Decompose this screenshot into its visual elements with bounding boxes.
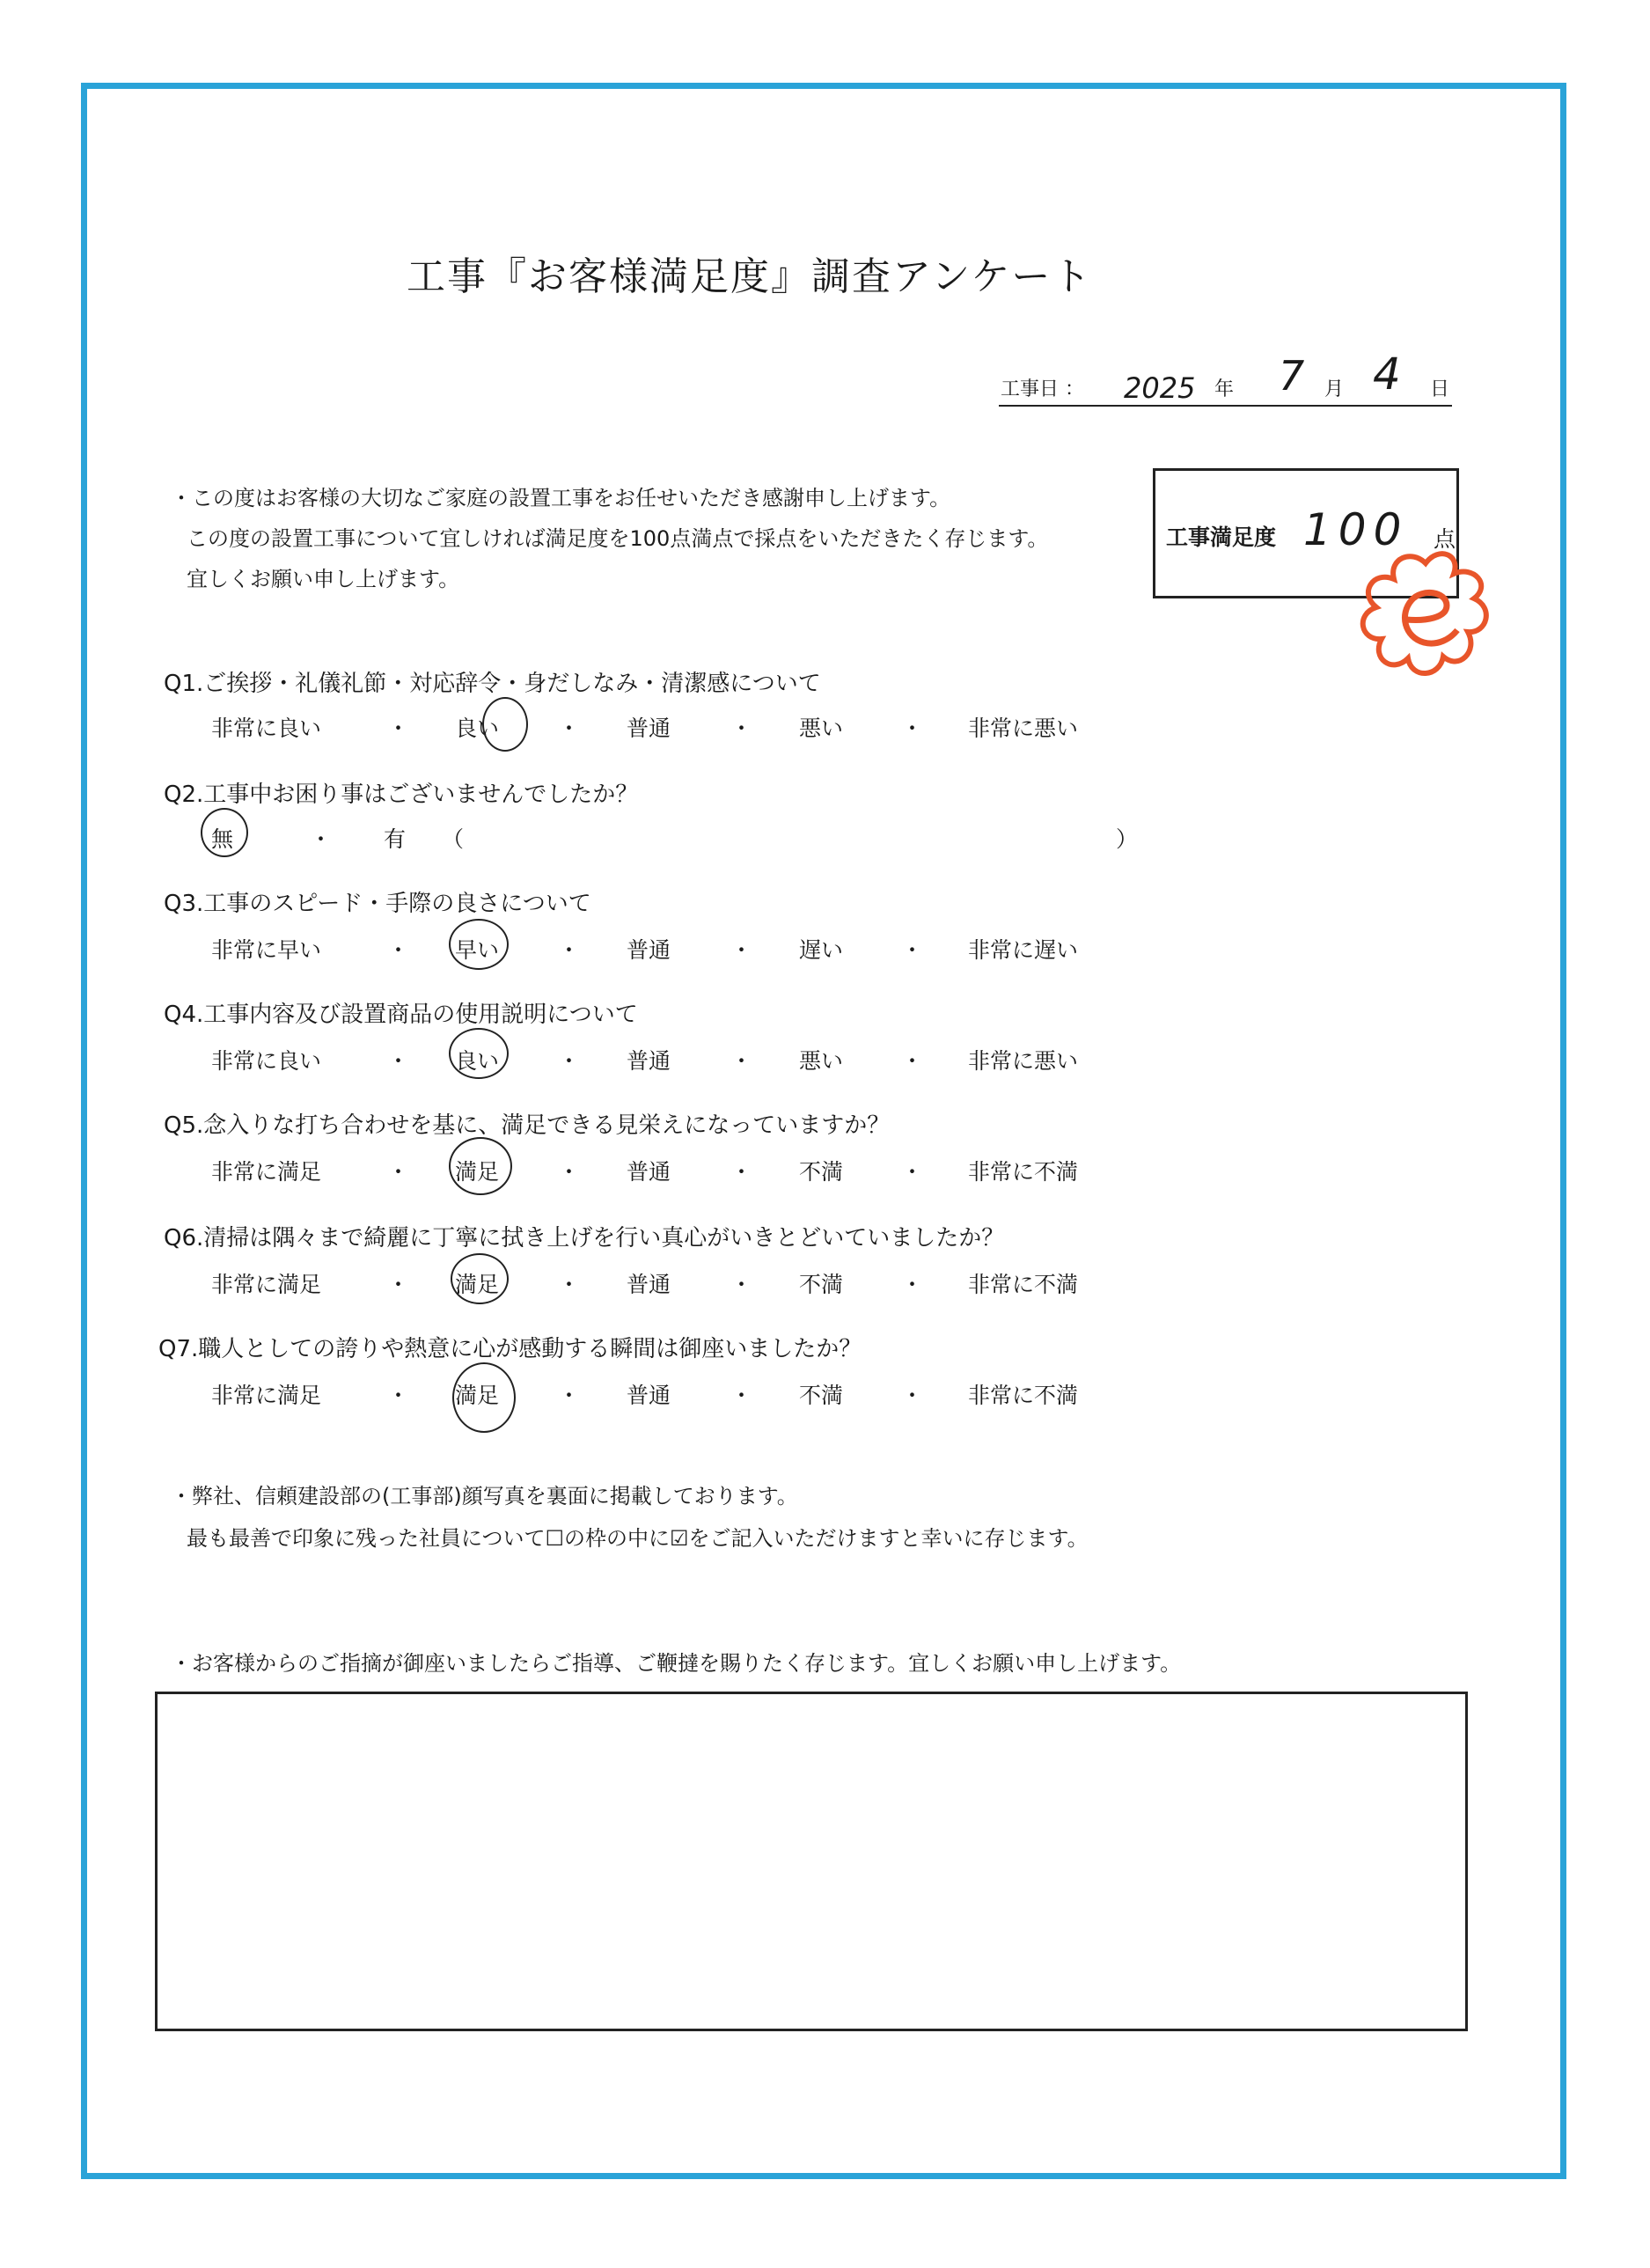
q2-paren-open: （	[442, 826, 465, 852]
q6-separator-3: ・	[730, 1272, 753, 1297]
score-unit: 点	[1434, 526, 1456, 552]
q6-separator-1: ・	[387, 1272, 410, 1297]
question-2: Q2.工事中お困り事はございませんでしたか？	[164, 782, 639, 808]
intro-line-1: ・この度はお客様の大切なご家庭の設置工事をお任せいただき感謝申し上げます。	[171, 486, 951, 510]
q6-option-1[interactable]: 非常に満足	[211, 1272, 322, 1297]
q2-separator: ・	[310, 826, 333, 852]
q5-option-4[interactable]: 不満	[799, 1159, 844, 1185]
q3-option-4[interactable]: 遅い	[799, 937, 844, 963]
intro-line-3: 宜しくお願い申し上げます。	[187, 567, 460, 591]
q7-separator-2: ・	[558, 1383, 581, 1408]
q7-separator-1: ・	[387, 1383, 410, 1408]
question-6: Q6.清掃は隅々まで綺麗に丁寧に拭き上げを行い真心がいきとどいていましたか？	[164, 1225, 1005, 1251]
q4-separator-4: ・	[901, 1048, 924, 1074]
q5-separator-3: ・	[730, 1159, 753, 1185]
q7-option-5[interactable]: 非常に不満	[968, 1383, 1079, 1408]
q1-answer-circle	[482, 697, 528, 752]
q2-paren-close: ）	[1116, 826, 1139, 852]
q1-separator-4: ・	[901, 716, 924, 741]
question-4: Q4.工事内容及び設置商品の使用説明について	[164, 1002, 638, 1028]
q3-option-5[interactable]: 非常に遅い	[968, 937, 1079, 963]
q1-separator-2: ・	[558, 716, 581, 741]
q3-option-1[interactable]: 非常に早い	[211, 937, 322, 963]
question-1: Q1.ご挨拶・礼儀礼節・対応辞令・身だしなみ・清潔感について	[164, 671, 821, 697]
q1-separator-3: ・	[730, 716, 753, 741]
date-day: 4	[1373, 349, 1401, 400]
q2-option-yes[interactable]: 有	[384, 826, 407, 852]
q7-option-3[interactable]: 普通	[627, 1383, 671, 1408]
q7-separator-3: ・	[730, 1383, 753, 1408]
q5-option-1[interactable]: 非常に満足	[211, 1159, 322, 1185]
date-month-unit: 月	[1324, 378, 1345, 400]
q7-answer-circle	[452, 1362, 516, 1433]
score-value: 100	[1303, 504, 1409, 555]
q6-separator-4: ・	[901, 1272, 924, 1297]
q3-separator-3: ・	[730, 937, 753, 963]
date-day-unit: 日	[1430, 378, 1450, 400]
page-title: 工事『お客様満足度』調査アンケート	[407, 254, 1093, 299]
question-7: Q7.職人としての誇りや熱意に心が感動する瞬間は御座いましたか？	[158, 1336, 862, 1362]
q4-separator-1: ・	[387, 1048, 410, 1074]
q7-option-4[interactable]: 不満	[799, 1383, 844, 1408]
q4-option-4[interactable]: 悪い	[799, 1048, 844, 1074]
question-3: Q3.工事のスピード・手際の良さについて	[164, 891, 591, 917]
q3-option-2[interactable]: 早い	[455, 937, 500, 963]
q6-option-5[interactable]: 非常に不満	[968, 1272, 1079, 1297]
q4-separator-3: ・	[730, 1048, 753, 1074]
staff-note-line-1: ・弊社、信頼建設部の(工事部)顔写真を裏面に掲載しております。	[171, 1484, 798, 1508]
comment-textarea[interactable]	[155, 1692, 1468, 2031]
q5-option-5[interactable]: 非常に不満	[968, 1159, 1079, 1185]
q5-separator-2: ・	[558, 1159, 581, 1185]
comment-prompt: ・お客様からのご指摘が御座いましたらご指導、ご鞭撻を賜りたく存じます。宜しくお願い申し上げます。	[171, 1651, 1182, 1676]
q5-option-3[interactable]: 普通	[627, 1159, 671, 1185]
q4-option-3[interactable]: 普通	[627, 1048, 671, 1074]
date-label: 工事日 ：	[1001, 378, 1084, 400]
q4-separator-2: ・	[558, 1048, 581, 1074]
q5-answer-circle	[449, 1137, 512, 1195]
q5-separator-4: ・	[901, 1159, 924, 1185]
q6-option-3[interactable]: 普通	[627, 1272, 671, 1297]
date-year: 2025	[1124, 371, 1196, 405]
q3-separator-1: ・	[387, 937, 410, 963]
question-5: Q5.念入りな打ち合わせを基に、満足できる見栄えになっていますか？	[164, 1112, 891, 1139]
score-label: 工事満足度	[1166, 525, 1277, 550]
q4-answer-circle	[449, 1028, 509, 1079]
q4-option-5[interactable]: 非常に悪い	[968, 1048, 1079, 1074]
intro-line-2: この度の設置工事について宜しければ満足度を100点満点で採点をいただきたく存じます。	[187, 526, 1049, 551]
q7-separator-4: ・	[901, 1383, 924, 1408]
q4-option-1[interactable]: 非常に良い	[211, 1048, 322, 1074]
q7-option-1[interactable]: 非常に満足	[211, 1383, 322, 1408]
q1-option-3[interactable]: 普通	[627, 716, 671, 741]
q7-option-2[interactable]: 満足	[455, 1383, 500, 1408]
construction-date-row	[999, 349, 1452, 407]
date-month: 7	[1279, 352, 1305, 400]
q3-option-3[interactable]: 普通	[627, 937, 671, 963]
q6-answer-circle	[451, 1253, 509, 1304]
q5-option-2[interactable]: 満足	[455, 1159, 500, 1185]
q1-option-2[interactable]: 良い	[455, 716, 500, 741]
q1-option-1[interactable]: 非常に良い	[211, 716, 322, 741]
q6-option-4[interactable]: 不満	[799, 1272, 844, 1297]
date-year-unit: 年	[1214, 378, 1235, 400]
q1-option-5[interactable]: 非常に悪い	[968, 716, 1079, 741]
q1-separator-1: ・	[387, 716, 410, 741]
q4-option-2[interactable]: 良い	[455, 1048, 500, 1074]
q1-option-4[interactable]: 悪い	[799, 716, 844, 741]
q2-option-none[interactable]: 無	[211, 826, 234, 852]
flower-e-stamp-icon	[1355, 546, 1496, 695]
q5-separator-1: ・	[387, 1159, 410, 1185]
q3-answer-circle	[449, 919, 509, 970]
q3-separator-2: ・	[558, 937, 581, 963]
q2-answer-circle	[201, 808, 248, 857]
q6-option-2[interactable]: 満足	[455, 1272, 500, 1297]
staff-note-line-2: 最も最善で印象に残った社員について☐の枠の中に☑をご記入いただけますと幸いに存じます。	[187, 1526, 1089, 1551]
q6-separator-2: ・	[558, 1272, 581, 1297]
q3-separator-4: ・	[901, 937, 924, 963]
